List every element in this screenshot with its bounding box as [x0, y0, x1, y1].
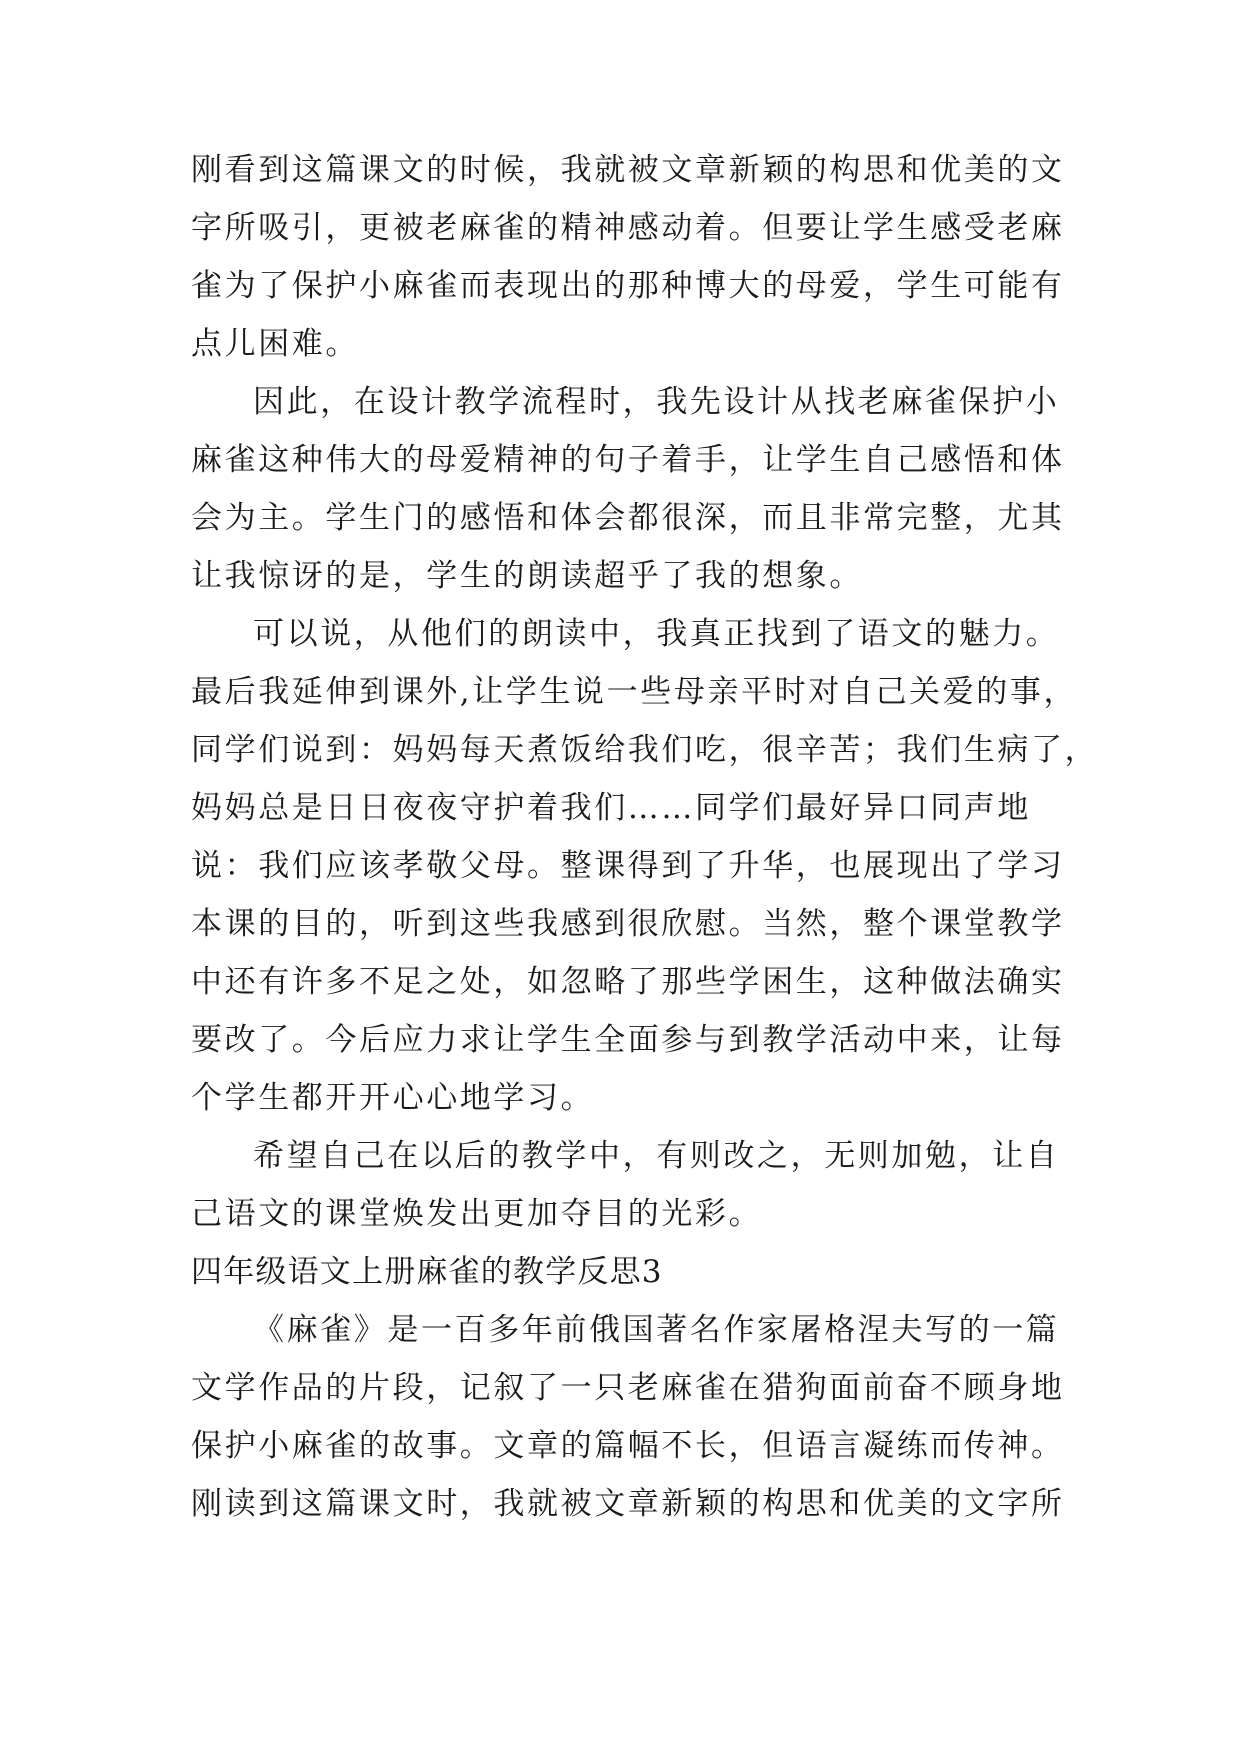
text-line: 麻雀这种伟大的母爱精神的句子着手，让学生自己感悟和体 [191, 442, 1065, 478]
text-line: 刚读到这篇课文时，我就被文章新颖的构思和优美的文字所 [191, 1486, 1065, 1522]
section-heading: 四年级语文上册麻雀的教学反思3 [191, 1254, 663, 1290]
text-line: 文学作品的片段，记叙了一只老麻雀在猎狗面前奋不顾身地 [191, 1370, 1065, 1406]
text-line: 字所吸引，更被老麻雀的精神感动着。但要让学生感受老麻 [191, 210, 1065, 246]
text-line: 同学们说到：妈妈每天煮饭给我们吃，很辛苦；我们生病了， [191, 732, 1099, 768]
text-line: 刚看到这篇课文的时候，我就被文章新颖的构思和优美的文 [191, 152, 1065, 188]
text-line: 本课的目的，听到这些我感到很欣慰。当然，整个课堂教学 [191, 906, 1065, 942]
text-line: 个学生都开开心心地学习。 [191, 1080, 595, 1116]
text-line: 妈妈总是日日夜夜守护着我们……同学们最好异口同声地 [191, 790, 1031, 826]
paragraph-first-line: 希望自己在以后的教学中，有则改之，无则加勉，让自 [253, 1138, 1060, 1174]
text-line: 保护小麻雀的故事。文章的篇幅不长，但语言凝练而传神。 [191, 1428, 1065, 1464]
text-line: 说：我们应该孝敬父母。整课得到了升华，也展现出了学习 [191, 848, 1065, 884]
text-line: 会为主。学生门的感悟和体会都很深，而且非常完整，尤其 [191, 500, 1065, 536]
document-body [191, 141, 1099, 1533]
text-line: 点儿困难。 [191, 326, 359, 362]
paragraph-first-line: 因此，在设计教学流程时，我先设计从找老麻雀保护小 [253, 384, 1060, 420]
text-line: 中还有许多不足之处，如忽略了那些学困生，这种做法确实 [191, 964, 1065, 1000]
text-line: 让我惊讶的是，学生的朗读超乎了我的想象。 [191, 558, 863, 594]
text-line: 雀为了保护小麻雀而表现出的那种博大的母爱，学生可能有 [191, 268, 1065, 304]
text-line: 最后我延伸到课外,让学生说一些母亲平时对自己关爱的事， [191, 674, 1078, 710]
paragraph-first-line: 可以说，从他们的朗读中，我真正找到了语文的魅力。 [253, 616, 1060, 652]
text-line: 要改了。今后应力求让学生全面参与到教学活动中来，让每 [191, 1022, 1065, 1058]
paragraph-first-line: 《麻雀》是一百多年前俄国著名作家屠格涅夫写的一篇 [253, 1312, 1060, 1348]
text-line: 己语文的课堂焕发出更加夺目的光彩。 [191, 1196, 763, 1232]
